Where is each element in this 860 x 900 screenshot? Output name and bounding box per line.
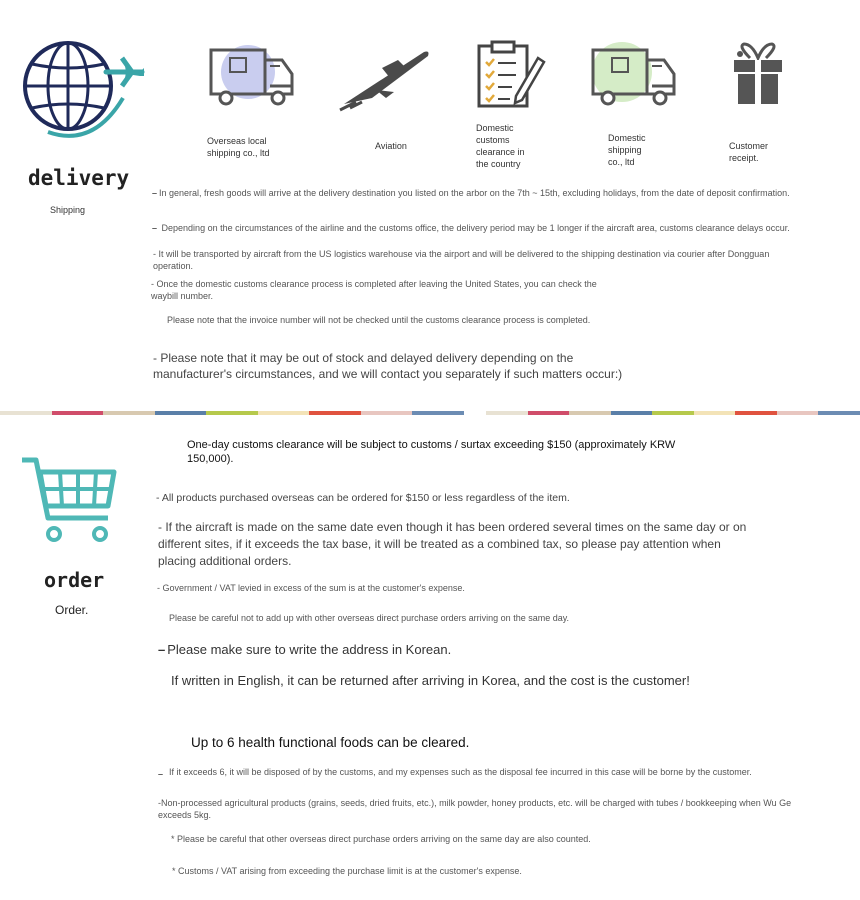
divider-stripe: [206, 411, 258, 415]
section-subtitle-shipping: Shipping: [50, 205, 86, 215]
airplane-icon: [336, 44, 432, 112]
divider-stripe: [818, 411, 860, 415]
order-note: * Please be careful that other overseas direct purchase orders arriving on the same day are also counted.: [171, 834, 591, 844]
order-note: - Government / VAT levied in excess of the sum is at the customer's expense.: [157, 583, 465, 593]
delivery-note: - Please note that it may be out of stock and delayed delivery depending on the manufacturer's circumstances, and we will contact you separately if such matters occur:): [153, 351, 623, 381]
delivery-note: - It will be transported by aircraft from the US logistics warehouse via the airport and will be delivered to the shipping destination via courier after Dongguan operation.: [153, 249, 770, 271]
divider-stripe: [652, 411, 694, 415]
order-note: - All products purchased overseas can be ordered for $150 or less regardless of the item.: [156, 492, 570, 504]
gift-icon: [730, 42, 788, 106]
truck-icon: [208, 42, 296, 108]
divider-stripe: [52, 411, 104, 415]
divider-stripe: [486, 411, 528, 415]
order-note: Please be careful not to add up with other overseas direct purchase orders arriving on the same day.: [169, 613, 570, 623]
divider-stripe: [412, 411, 464, 415]
order-note: One-day customs clearance will be subject to customs / surtax exceeding $150 (approximately KRW 150,000).: [187, 439, 676, 465]
order-note: – If it exceeds 6, it will be disposed of by the customs, and my expenses such as the disposal fee incurred in this case will be borne by the customer.: [158, 767, 752, 779]
section-title-order: order: [44, 568, 105, 592]
divider-stripe: [569, 411, 611, 415]
order-note: – Please make sure to write the address in Korean.: [158, 642, 452, 657]
divider-stripe: [258, 411, 310, 415]
step-label-customer-receipt: Customer receipt.: [729, 141, 769, 163]
order-note: - If the aircraft is made on the same date even though it has been ordered several times on the same day or on different sites, if it exceeds the tax base, it will be treated as a combined tax, so please pay attention when placing additional orders.: [158, 520, 747, 568]
delivery-note: - Once the domestic customs clearance process is completed after leaving the United States, you can check the waybill number.: [151, 279, 597, 301]
delivery-note: – Depending on the circumstances of the airline and the customs office, the delivery period may be 1 longer if the aircraft area, customs clearance delays occur.: [152, 223, 790, 233]
section-title-delivery: delivery: [28, 166, 130, 190]
divider-stripe: [155, 411, 207, 415]
step-label-overseas-shipping: Overseas local shipping co., ltd: [207, 136, 270, 158]
section-subtitle-order: Order.: [55, 603, 89, 617]
step-label-aviation: Aviation: [375, 141, 407, 151]
divider-stripe: [735, 411, 777, 415]
divider-stripe: [103, 411, 155, 415]
globe-airplane-icon: [18, 38, 148, 148]
order-note: If written in English, it can be returned after arriving in Korea, and the cost is the customer!: [171, 673, 690, 688]
truck-icon: [590, 40, 678, 108]
divider-stripe: [611, 411, 653, 415]
order-note: -Non-processed agricultural products (grains, seeds, dried fruits, etc.), milk powder, honey products, etc. will be charged with tubes / bookkeeping when Wu Ge exceeds 5kg.: [158, 798, 792, 820]
step-label-domestic-customs: Domestic customs clearance in the country: [476, 123, 525, 169]
divider-stripe: [361, 411, 413, 415]
delivery-note: Please note that the invoice number will not be checked until the customs clearance process is completed.: [167, 315, 591, 325]
shopping-cart-icon: [20, 456, 120, 544]
divider-stripe: [694, 411, 736, 415]
step-label-domestic-shipping: Domestic shipping co., ltd: [608, 133, 646, 167]
divider-stripe: [528, 411, 570, 415]
delivery-note: – In general, fresh goods will arrive at the delivery destination you listed on the arbor on the 7th ~ 15th, excluding holidays, from the date of deposit confirmation.: [152, 188, 790, 198]
divider-stripe: [0, 411, 52, 415]
divider-stripe: [777, 411, 819, 415]
order-note: Up to 6 health functional foods can be cleared.: [191, 735, 470, 750]
clipboard-checklist-icon: [476, 40, 546, 110]
divider-stripe: [309, 411, 361, 415]
order-note: * Customs / VAT arising from exceeding the purchase limit is at the customer's expense.: [172, 866, 522, 876]
